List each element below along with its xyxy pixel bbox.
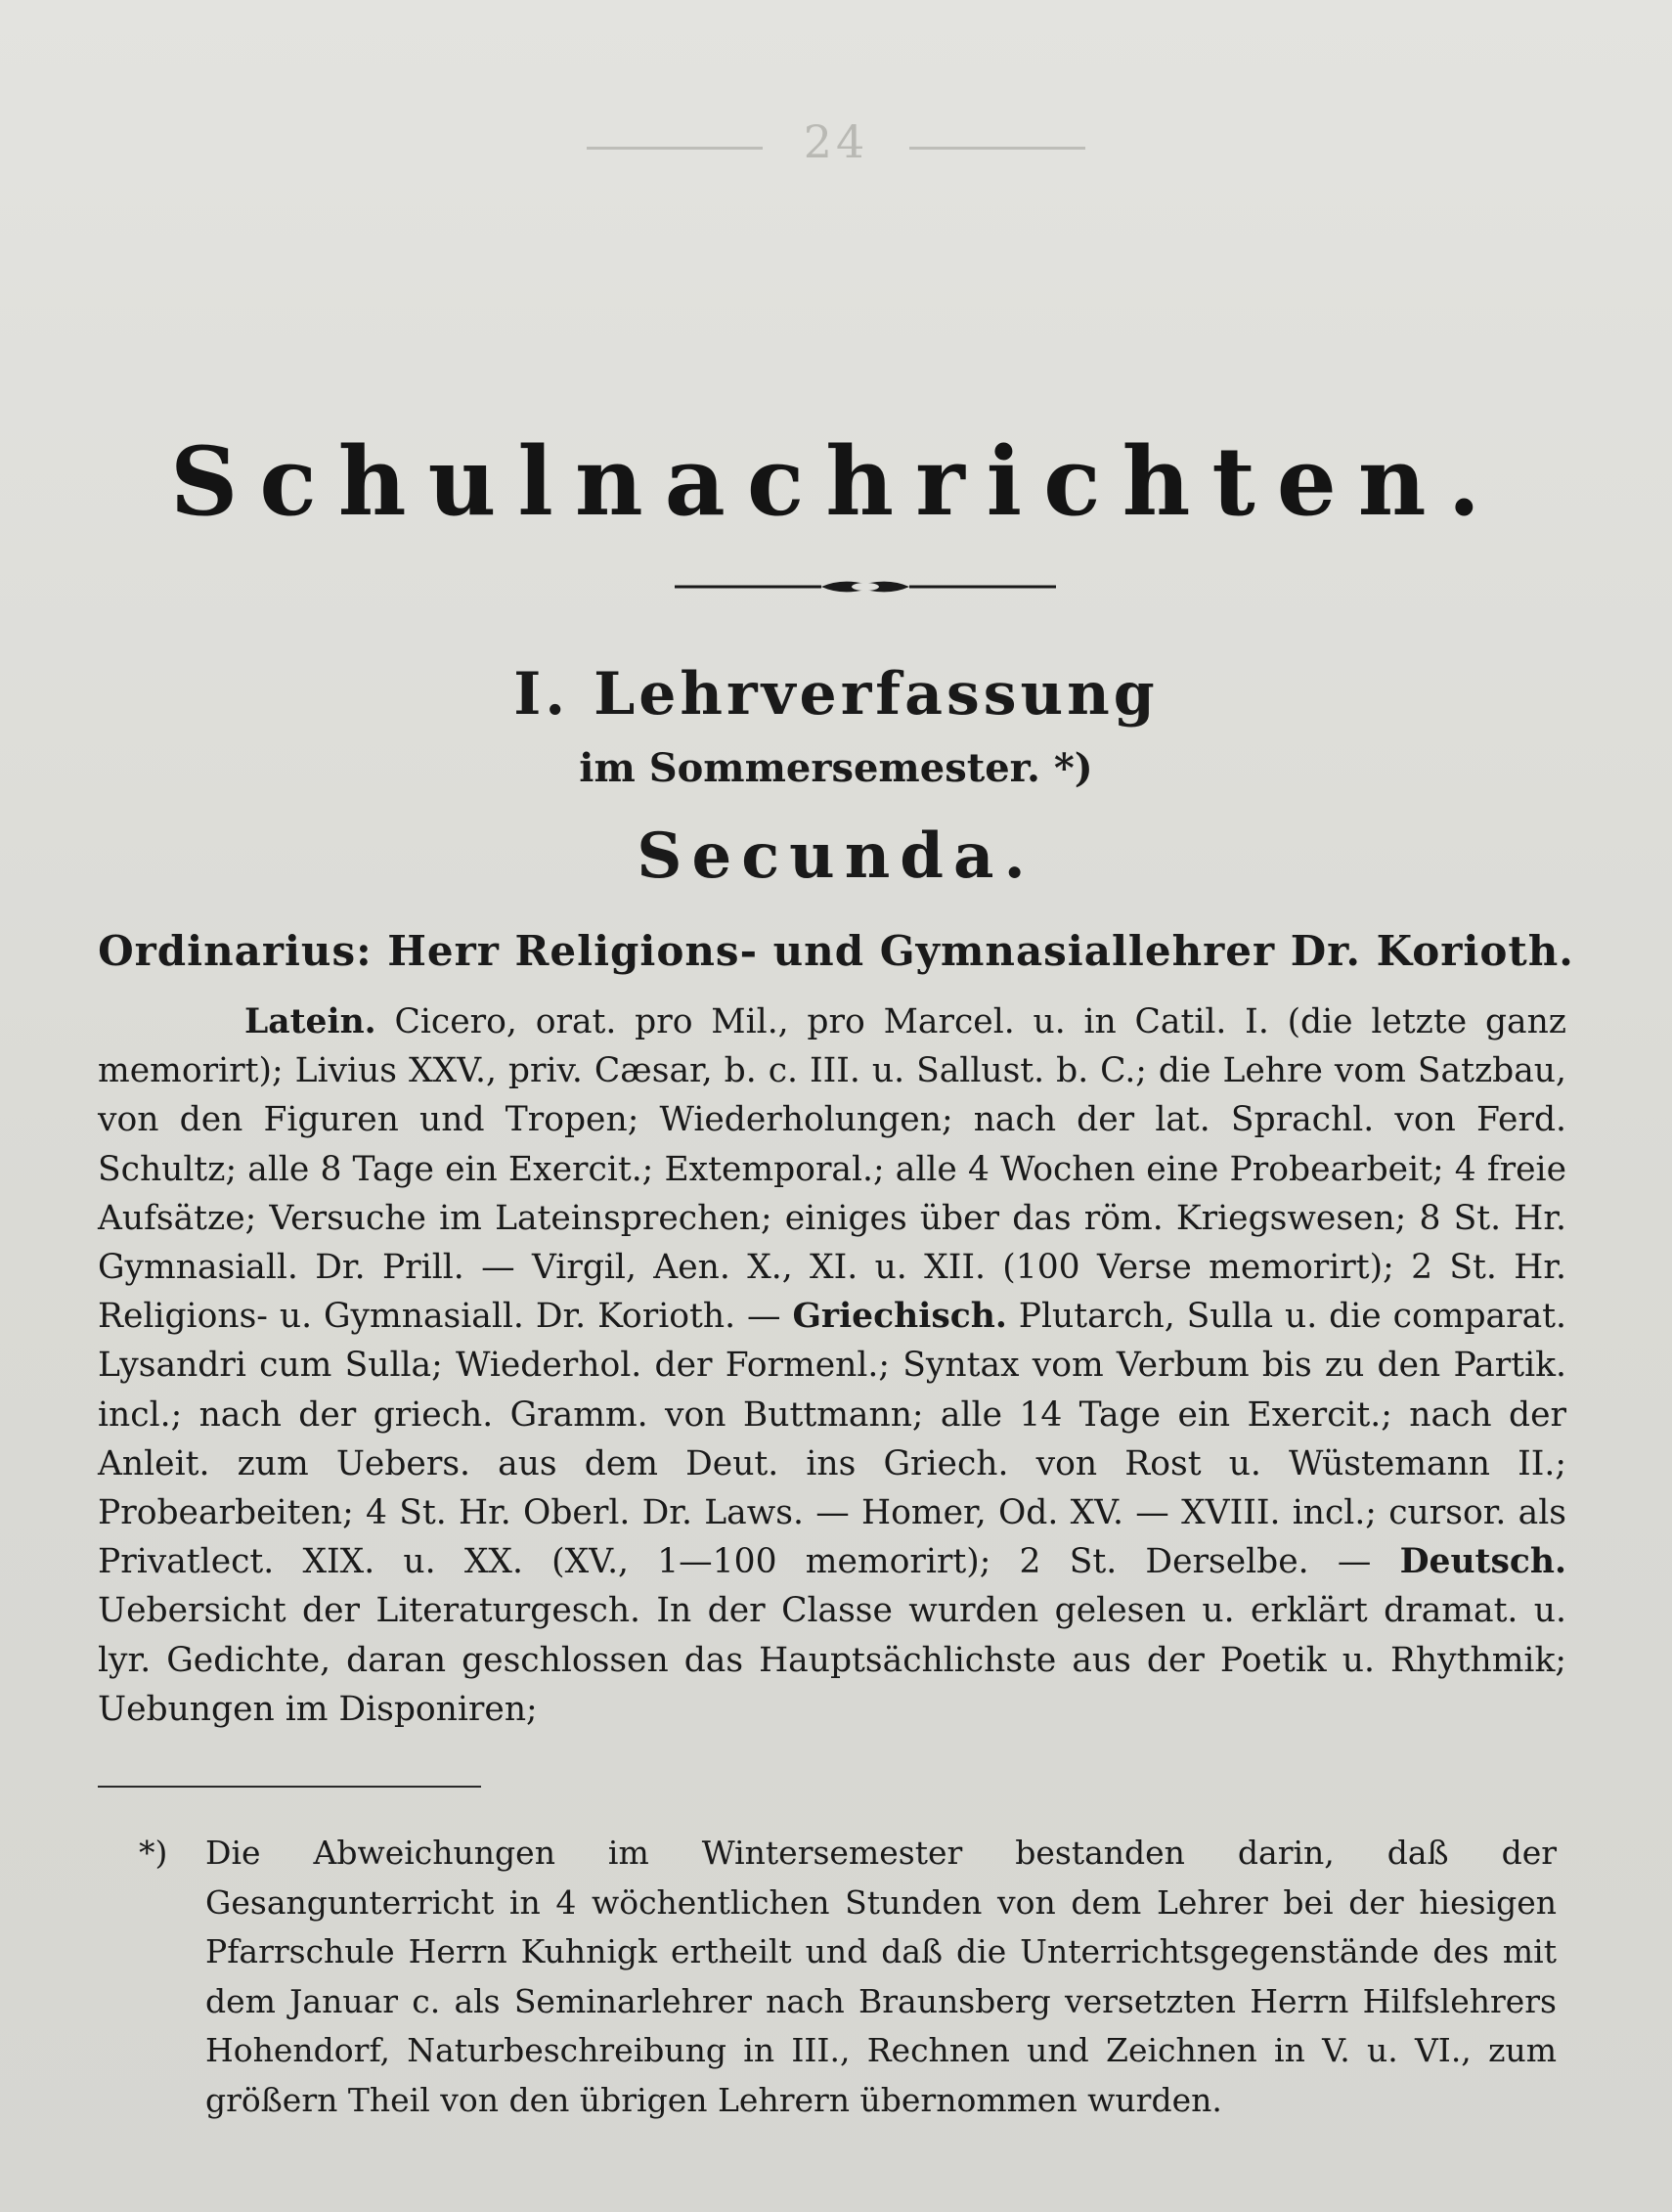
greek-text: Plutarch, Sulla u. die comparat. Lysandri cum Sulla; Wiederhol. der Formenl.; Syntax vom Verbum bis zu den Partik. incl.; nach der griech. Gramm. von Buttmann; alle 14 Tage ein Exercit.; nach der Anleit. zum Uebers. aus dem Deut. ins Griech. von Rost u. Wüstemann II.; Probearbeiten; 4 St. Hr. Oberl. Dr. Laws. — Homer, Od. XV. — XVIII. incl.; cursor. als Privatlect. XIX. u. XX. (XV., 1—100 memorirt); 2 St. Derselbe. — [98,1297,1567,1582]
footnote-text: Die Abweichungen im Wintersemester bestanden darin, daß der Gesangunterricht in 4 wöchentlichen Stunden von dem Lehrer bei der hiesigen Pfarrschule Herrn Kuhnigk ertheilt und daß die Unterrichtsgegenstände des mit dem Januar c. als Seminarlehrer nach Braunsberg versetzten Herrn Hilfslehrers Hohendorf, Naturbeschreibung in III., Rechnen und Zeichnen in V. u. VI., zum größern Theil von den übrigen Lehrern übernommen wurden. [205,1834,1557,2119]
footnote-divider [98,1786,481,1788]
subject-latin: Latein. [244,1002,376,1041]
subject-german: Deutsch. [1399,1542,1566,1582]
section-title: I. Lehrverfassung [513,660,1159,729]
ordinarius-line: Ordinarius: Herr Religions- und Gymnasiallehrer Dr. Korioth. [98,927,1574,975]
curriculum-paragraph [98,997,1566,1734]
section-subtitle: im Sommersemester. *) [579,745,1093,791]
class-title: Secunda. [637,819,1035,893]
page-title: Schulnachrichten. [169,426,1503,537]
page-number-rule-right [909,147,1085,150]
page-number: 24 [803,115,869,168]
footnote-marker: *) [139,1834,168,1872]
latin-text: Cicero, orat. pro Mil., pro Marcel. u. in Catil. I. (die letzte ganz memorirt); Livius XXV., priv. Cæsar, b. c. III. u. Sallust. b. C.; die Lehre vom Satzbau, von den Figuren und Tropen; Wiederholungen; nach der lat. Sprachl. von Ferd. Schultz; alle 8 Tage ein Exercit.; Extemporal.; alle 4 Wochen eine Probearbeit; 4 freie Aufsätze; Versuche im Lateinsprechen; einiges über das röm. Kriegswesen; 8 St. Hr. Gymnasiall. Dr. Prill. — Virgil, Aen. X., XI. u. XII. (100 Verse memorirt); 2 St. Hr. Religions- u. Gymnasiall. Dr. Korioth. — [98,1002,1566,1337]
decorative-rule-ornament [675,575,1056,598]
german-text: Uebersicht der Literaturgesch. In der Classe wurden gelesen u. erklärt dramat. u. lyr. Gedichte, daran geschlossen das Hauptsächlichste aus der Poetik u. Rhythmik; Uebungen im Disponiren; [98,1591,1566,1729]
subject-greek: Griechisch. [792,1297,1007,1337]
